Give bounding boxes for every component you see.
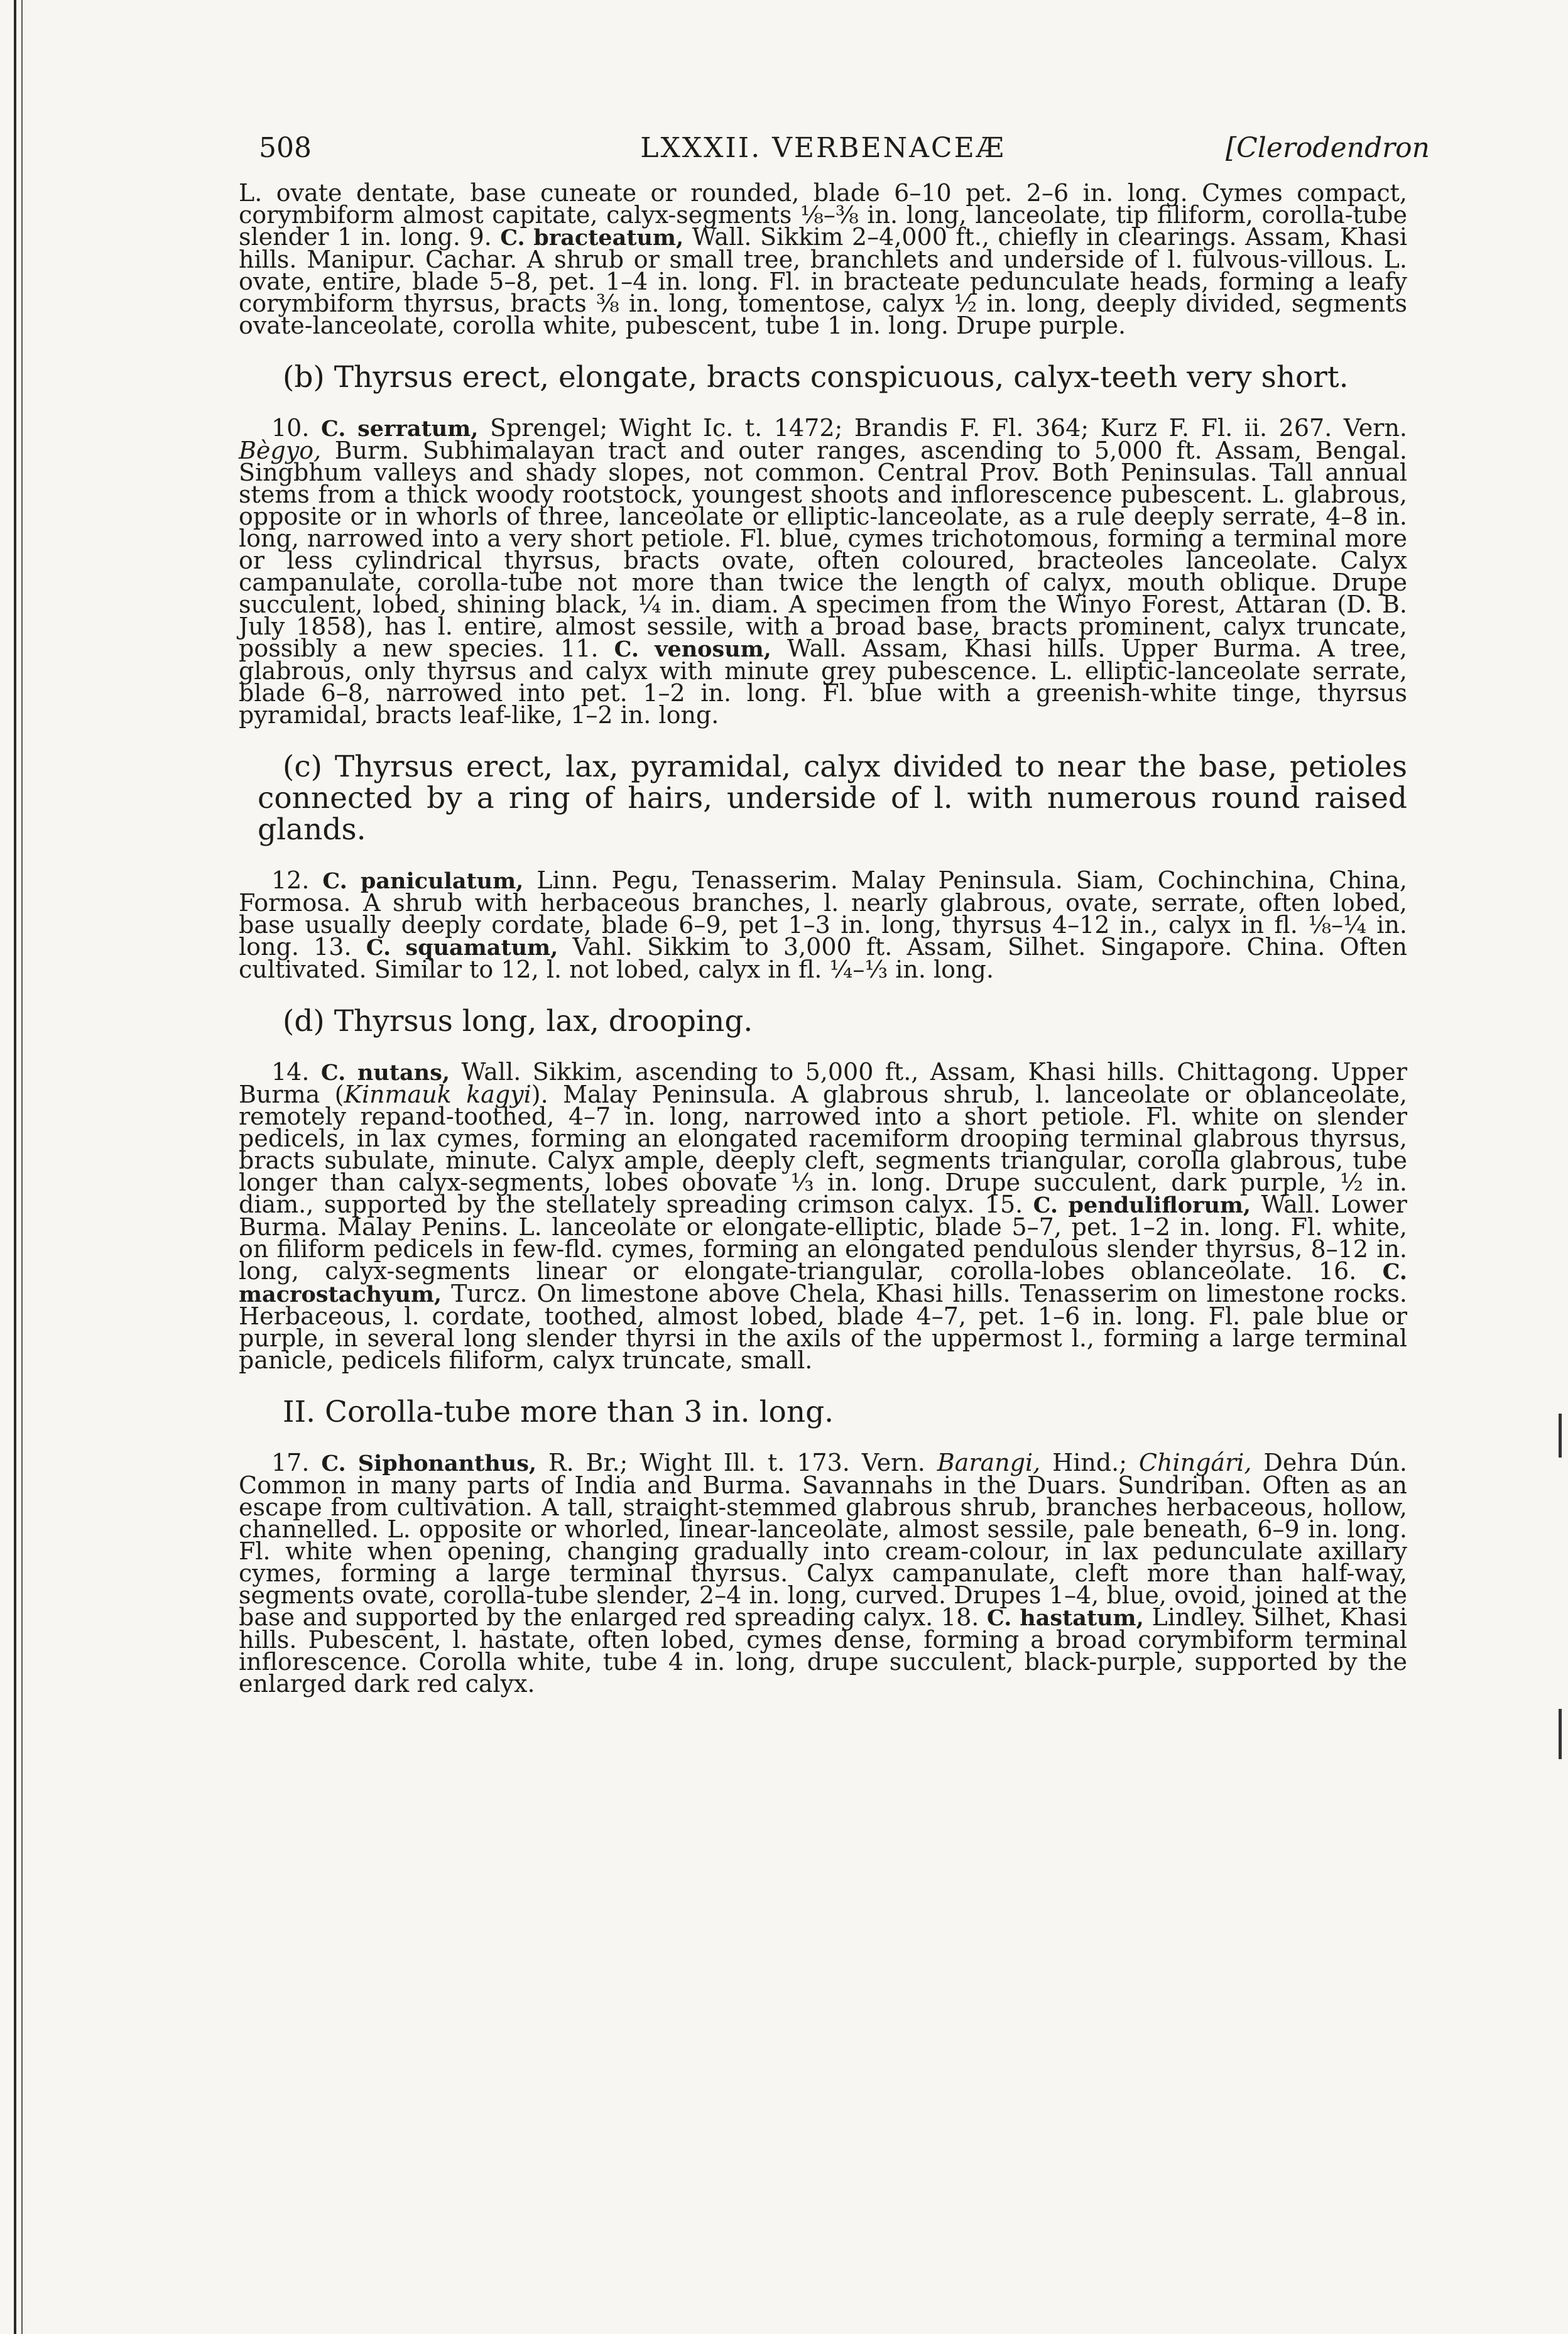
species-name: C. Siphonanthus, — [321, 1451, 537, 1476]
page-number: 508 — [259, 132, 312, 164]
text-run: Vahl. Sikkim to 3,000 ft. Assam, Silhet. Singapore. China. Often cultivated. Similar to 12, l. not lobed, calyx in fl. ¼–⅓ in. long. — [239, 933, 1407, 983]
paragraph-species-17-18 — [239, 1449, 1407, 1698]
text-run: Lindley. Silhet, Khasi hills. Pubescent, l. hastate, often lobed, cymes dense, forming a broad corymbiform terminal inflorescence. Corolla white, tube 4 in. long, drupe succulent, black-purple, supported by the enlarged dark red calyx. — [239, 1603, 1407, 1698]
species-name: C. paniculatum, — [322, 868, 524, 894]
page-body — [239, 179, 1408, 1698]
page-header — [239, 132, 1430, 182]
species-name: C. nutans, — [320, 1060, 450, 1086]
text-run: 10. — [271, 414, 321, 442]
scan-right-edge-mark — [1559, 1709, 1562, 1759]
text-run: Linn. Pegu, Tenasserim. Malay Peninsula. Siam, Cochinchina, China, Formosa. A shrub with herbaceous branches, l. nearly glabrous, ovate, serrate, often lobed, base usually deeply cordate, blade 6–9, pet 1–3 in. long, thyrsus 4–12 in., calyx in fl. ⅛–¼ in. long. 13. — [239, 866, 1407, 961]
text-run: Sprengel; Wight Ic. t. 1472; Brandis F. Fl. 364; Kurz F. Fl. ii. 267. Vern. — [478, 414, 1408, 442]
text-run: 14. — [271, 1058, 321, 1086]
section-heading-II: II. Corolla-tube more than 3 in. long. — [283, 1395, 834, 1429]
text-run: Wall. Lower Burma. Malay Penins. L. lanceolate or elongate-elliptic, blade 5–7, pet. 1–2 in. long. Fl. white, on filiform pedicels in few-fld. cymes, forming an elongated pendulous slender thyrsus, 8–12 in. long, calyx-segments linear or elongate-triangular, corolla-lobes oblanceolate. 16. — [239, 1191, 1407, 1285]
paragraph-species-8-9 — [239, 179, 1407, 339]
scan-right-edge-mark — [1559, 1414, 1562, 1458]
text-run: Turcz. On limestone above Chela, Khasi hills. Tenasserim on limestone rocks. Herbaceous, l. cordate, toothed, almost lobed, blade 4–7, pet. 1–6 in. long. Fl. pale blue or purple, in several long slender thyrsi in the axils of the uppermost l., forming a large terminal panicle, pedicels filiform, calyx truncate, small. — [239, 1280, 1407, 1374]
book-page — [239, 132, 1430, 1698]
species-name: C. bracteatum, — [500, 225, 684, 251]
species-name: C. penduliflorum, — [1033, 1192, 1251, 1218]
chapter-title: LXXXII. VERBENACEÆ — [640, 132, 1006, 164]
vernacular-name: Kinmauk kagyi — [344, 1081, 531, 1108]
text-run: Wall. Sikkim, ascending to 5,000 ft., Assam, Khasi hills. Chittagong. Upper Burma ( — [239, 1058, 1408, 1108]
species-name: C. squamatum, — [366, 935, 558, 961]
scan-left-edge-line — [14, 0, 16, 2334]
text-run: L. ovate dentate, base cuneate or rounded, blade 6–10 pet. 2–6 in. long. Cymes compact, corymbiform almost capitate, calyx-segments ⅛–⅜ in. long, lanceolate, tip filiform, corolla-tube slender 1 in. long. 9. — [239, 179, 1407, 251]
paragraph-species-10-11 — [239, 414, 1408, 729]
text-run: ). Malay Peninsula. A glabrous shrub, l. lanceolate or oblanceolate, remotely repand-toothed, 4–7 in. long, narrowed into a short petiole. Fl. white on slender pedicels, in lax cymes, forming an elongated racemiform drooping terminal glabrous thyrsus, bracts subulate, minute. Calyx ample, deeply cleft, segments triangular, corolla glabrous, tube longer than calyx-segments, lobes obovate ⅓ in. long. Drupe succulent, dark purple, ½ in. diam., supported by the stellately spreading crimson calyx. 15. — [239, 1081, 1408, 1218]
species-name: C. serratum, — [321, 416, 479, 442]
text-run: 12. — [271, 866, 323, 894]
species-name: C. macrostachyum, — [239, 1259, 1407, 1307]
section-heading-c: (c) Thyrsus erect, lax, pyramidal, calyx divided to near the base, petioles connected by a ring of hairs, underside of l. with numerous round raised glands. — [258, 750, 1407, 847]
scan-left-edge-line-inner — [21, 0, 23, 2334]
section-heading-d: (d) Thyrsus long, lax, drooping. — [283, 1004, 753, 1039]
text-run: Wall. Assam, Khasi hills. Upper Burma. A tree, glabrous, only thyrsus and calyx with minute grey pubescence. L. elliptic-lanceolate serrate, blade 6–8, narrowed into pet. 1–2 in. long. Fl. blue with a greenish-white tinge, thyrsus pyramidal, bracts leaf-like, 1–2 in. long. — [239, 635, 1407, 729]
text-run: Dehra Dún. Common in many parts of India and Burma. Savannahs in the Duars. Sundriban. Often as an escape from cultivation. A tall, straight-stemmed glabrous shrub, branches herbaceous, hollow, channelled. L. opposite or whorled, linear-lanceolate, almost sessile, pale beneath, 6–9 in. long. Fl. white when opening, changing gradually into cream-colour, in lax pedunculate axillary cymes, forming a large terminal thyrsus. Calyx campanulate, cleft more than half-way, segments ovate, corolla-tube slender, 2–4 in. long, curved. Drupes 1–4, blue, ovoid, joined at the base and supported by the enlarged red spreading calyx. 18. — [239, 1449, 1407, 1631]
text-run: 17. — [271, 1449, 322, 1476]
species-name: C. hastatum, — [987, 1605, 1144, 1631]
text-run: Hind.; — [1040, 1449, 1139, 1476]
text-run: Wall. Sikkim 2–4,000 ft., chiefly in clearings. Assam, Khasi hills. Manipur. Cachar. A shrub or small tree, branchlets and underside of l. fulvous-villous. L. ovate, entire, blade 5–8, pet. 1–4 in. long. Fl. in bracteate pedunculate heads, forming a leafy corymbiform thyrsus, bracts ⅜ in. long, tomentose, calyx ½ in. long, deeply divided, segments ovate-lanceolate, corolla white, pubescent, tube 1 in. long. Drupe purple. — [239, 223, 1407, 339]
species-name: C. venosum, — [614, 636, 771, 662]
paragraph-species-12-13 — [239, 866, 1407, 983]
vernacular-name: Chingári, — [1138, 1449, 1252, 1476]
vernacular-name: Barangi, — [937, 1449, 1041, 1476]
section-heading-b: (b) Thyrsus erect, elongate, bracts conspicuous, calyx-teeth very short. — [283, 360, 1349, 395]
running-head: [Clerodendron — [1225, 132, 1430, 164]
text-run: Burm. Subhimalayan tract and outer ranges, ascending to 5,000 ft. Assam, Bengal. Singbhum valleys and shady slopes, not common. Central Prov. Both Peninsulas. Tall annual stems from a thick woody rootstock, youngest shoots and inflorescence pubescent. L. glabrous, opposite or in whorls of three, lanceolate or elliptic-lanceolate, as a rule deeply serrate, 4–8 in. long, narrowed into a very short petiole. Fl. blue, cymes trichotomous, forming a terminal more or less cylindrical thyrsus, bracts ovate, often coloured, bracteoles lanceolate. Calyx campanulate, corolla-tube not more than twice the length of calyx, mouth oblique. Drupe succulent, lobed, shining black, ¼ in. diam. A specimen from the Winyo Forest, Attaran (D. B. July 1858), has l. entire, almost sessile, with a broad base, bracts prominent, calyx truncate, possibly a new species. 11. — [239, 437, 1407, 662]
paragraph-species-14-16 — [239, 1058, 1408, 1374]
text-run: R. Br.; Wight Ill. t. 173. Vern. — [536, 1449, 937, 1476]
vernacular-name: Bègyo, — [239, 437, 322, 464]
